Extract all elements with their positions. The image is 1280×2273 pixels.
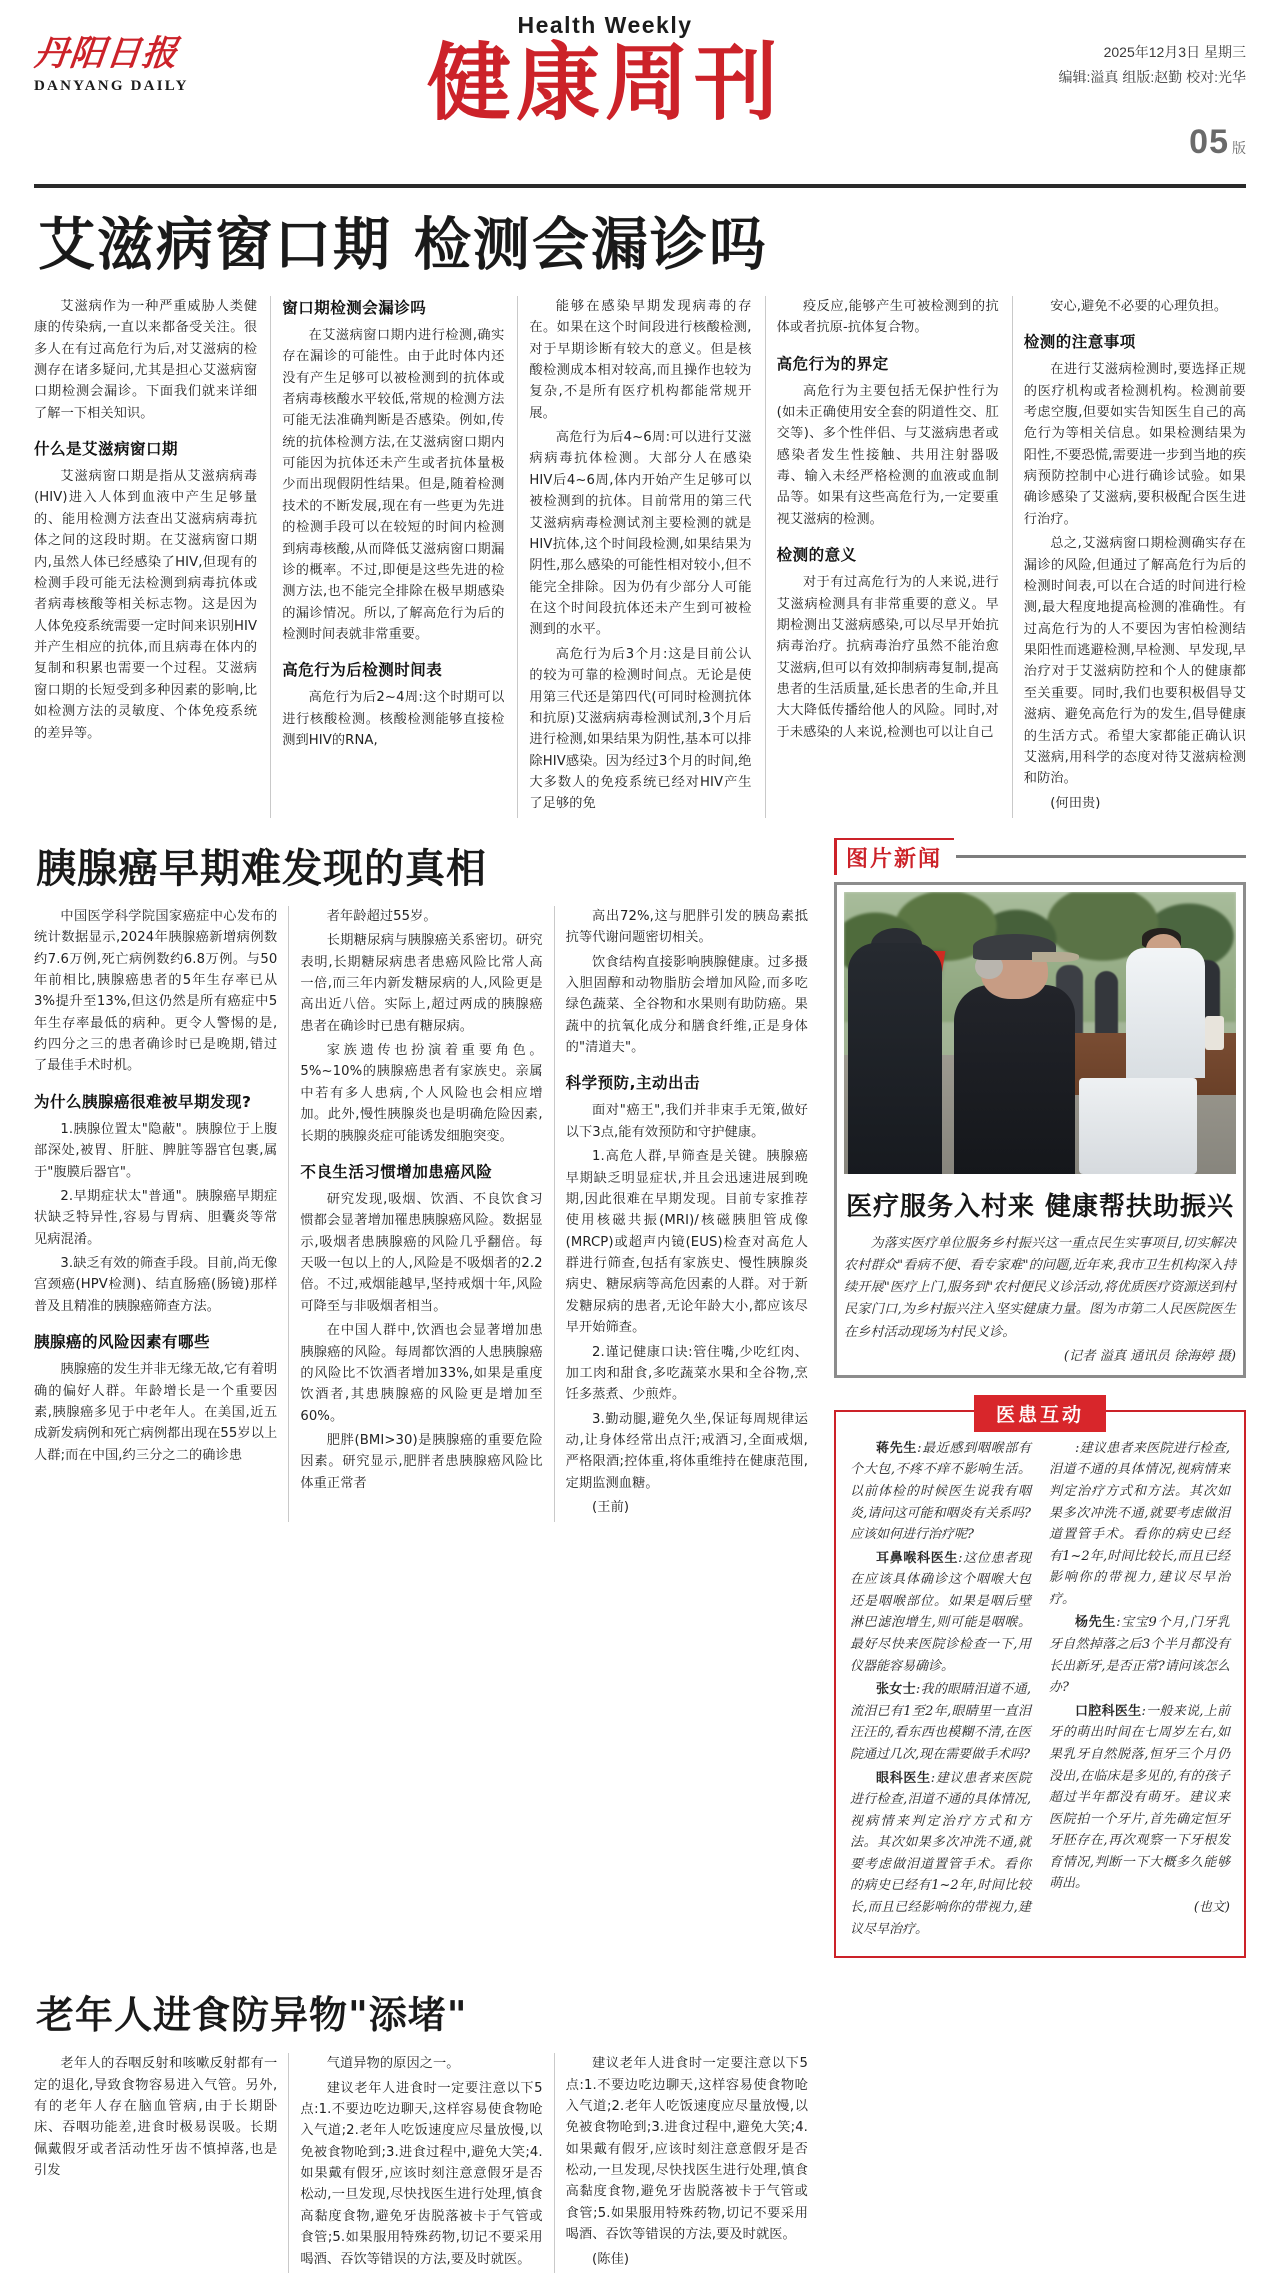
- photo-patient-body: [954, 985, 1076, 1174]
- article1-para-2: 在艾滋病窗口期内进行检测,确实存在漏诊的可能性。由于此时体内还没有产生足够可以被检测到的抗体或者病毒核酸水平较低,常规的检测方法可能无法准确判断是否感染。例如,传统的抗体检测方法,在艾滋病窗口期内可能因为抗体还未产生或者抗体量极少而出现假阴性结果。但是,随着检测技术的不断发展,现在有一些更为先进的检测手段可以在较短的时间内检测到病毒核酸,从而降低艾滋病窗口期漏诊的概率。不过,即便是这些先进的检测方法,也不能完全排除在极早期感染的漏诊情况。所以,了解高危行为后的检测时间表就非常重要。: [282, 327, 505, 643]
- qa-box-tag: 医患互动: [974, 1395, 1106, 1432]
- masthead: [31, 0, 1246, 176]
- qa-answer-2-overflow: :建议患者来医院进行检查,泪道不通的具体情况,视病情来判定治疗方式和方法。其次如果多次冲洗不通,就要考虑做泪道置管手术。看你的病史已经有1~2年,时间比较长,而且已经影响你的带视力,建议尽早治疗。: [1049, 1440, 1230, 1607]
- page-unit-label: 版: [1232, 140, 1246, 156]
- article2-subhead-3: 不良生活习惯增加患癌风险: [300, 1162, 493, 1181]
- article1-column-4: [765, 296, 999, 818]
- article2-para-4: 3.缺乏有效的筛查手段。目前,尚无像宫颈癌(HPV检测)、结直肠癌(肠镜)那样普及且精准的胰腺癌筛查方法。: [34, 1256, 278, 1314]
- article2-para-6: 者年龄超过55岁。: [326, 908, 437, 924]
- article2-subhead-2: 胰腺癌的风险因素有哪些: [34, 1333, 211, 1352]
- qa-question-2-text: :我的眼睛泪道不通,流泪已有1至2年,眼睛里一直泪汪汪的,看东西也模糊不清,在医院通过几次,现在需要做手术吗?: [850, 1682, 1031, 1762]
- article2-para-7: 长期糖尿病与胰腺癌关系密切。研究表明,长期糖尿病患者患癌风险比常人高一倍,而三年内新发糖尿病的人,风险更是高出近八倍。实际上,超过两成的胰腺癌患者在确诊时已患有糖尿病。: [300, 933, 543, 1034]
- qa-answer-2-cont: [1049, 1438, 1230, 1611]
- article1-subhead-6: 检测的注意事项: [1023, 333, 1136, 352]
- supplement-chinese-title: 健康周刊: [426, 33, 783, 132]
- photo-left-person-body: [848, 943, 942, 1174]
- article2-para-13: 饮食结构直接影响胰腺健康。过多摄入胆固醇和动物脂肪会增加风险,而多吃绿色蔬菜、全谷物和水果则有助防癌。果蔬中的抗氧化成分和膳食纤维,正是身体的"清道夫"。: [565, 954, 808, 1056]
- article1-para-11: 在进行艾滋病检测时,要选择正规的医疗机构或者检测机构。检测前要考虑空腹,但要如实告知医生自己的高危行为等相关信息。如果检测结果为阳性,不要恐慌,需要进一步到当地的疾病预防控制中心进行确诊试验。如果确诊感染了艾滋病,要积极配合医生进行治疗。: [1023, 362, 1246, 527]
- article1-column-2: [270, 296, 504, 818]
- qa-column-1: [850, 1438, 1031, 1942]
- article2-column-2: [288, 906, 542, 1522]
- article3-column-2: [288, 2053, 542, 2273]
- article1-lead: 艾滋病作为一种严重威胁人类健康的传染病,一直以来都备受关注。很多人在有过高危行为后,对艾滋病的检测存在诸多疑问,尤其是担心艾滋病窗口期检测会漏诊。下面我们就来详细了解一下相关知识。: [34, 298, 258, 421]
- article3-columns: [34, 2053, 808, 2273]
- photo-news-credit: (记者 溢真 通讯员 徐海婷 摄): [1063, 1348, 1236, 1364]
- article1-para-6: 高危行为后3个月:这是目前公认的较为可靠的检测时间点。无论是使用第三代还是第四代(可同时检测抗体和抗原)艾滋病病毒检测试剂,3个月后进行检测,如果结果为阴性,基本可以排除HIV感染。因为经过3个月的时间,绝大多数人的免疫系统已经对HIV产生了足够的免: [529, 646, 752, 812]
- staff-credits: 编辑:溢真 组版:赵勤 校对:光华: [1058, 68, 1246, 85]
- article2-subhead-1: 为什么胰腺癌很难被早期发现?: [34, 1092, 252, 1111]
- article1-subhead-3: 高危行为后检测时间表: [282, 661, 443, 680]
- article3-para-1: 老年人的吞咽反射和咳嗽反射都有一定的退化,导致食物容易进入气管。另外,有的老年人存在脑血管病,由于长期卧床、吞咽功能差,进食时极易误吸。长期佩戴假牙或者活动性牙齿不慎掉落,也是引发: [34, 2056, 278, 2179]
- photo-news-rule: [956, 855, 1246, 858]
- article1-subhead-2: 窗口期检测会漏诊吗: [282, 298, 427, 317]
- article2-para-9: 研究发现,吸烟、饮酒、不良饮食习惯都会显著增加罹患胰腺癌风险。数据显示,吸烟者患胰腺癌的风险几乎翻倍。每天吸一包以上的人,风险是不吸烟者的2.2倍。不过,戒烟能越早,坚持戒烟十年,风险可降至与非吸烟者相当。: [300, 1191, 543, 1314]
- article3-para-3: 建议老年人进食时一定要注意以下5点:1.不要边吃边聊天,这样容易使食物呛入气道;2.老年人吃饭速度应尽量放慢,以免被食物呛到;3.进食过程中,避免大笑;4.如果戴有假牙,应该时刻注意意假牙是否松动,一旦发现,尽快找医生进行处理,慎食高黏度食物,避免牙齿脱落被卡于气管或食管;5.如果服用特殊药物,切记不要采用喝酒、吞饮等错误的方法,要及时就医。: [300, 2080, 543, 2267]
- article1-para-4: 能够在感染早期发现病毒的存在。如果在这个时间段进行核酸检测,对于早期诊断有较大的意义。但是核酸检测成本相对较高,而且操作也较为复杂,不是所有医疗机构都能常规开展。: [529, 298, 752, 421]
- photo-news-caption: 为落实医疗单位服务乡村振兴这一重点民生实事项目,切实解决农村群众"看病不便、看专家难"的问题,近年来,我市卫生机构深入持续开展"医疗上门,服务到"农村便民义诊活动,将优质医疗资源送到村民家门口,为乡村振兴注入坚实健康力量。图为市第二人民医院医生在乡村活动现场为村民义诊。: [844, 1235, 1236, 1340]
- article3-headline: 老年人进食防异物"添堵": [36, 1993, 468, 2038]
- qa-answer-1-name: 耳鼻喉科医生: [876, 1550, 959, 1566]
- article3-column-1: [34, 2053, 277, 2273]
- article1-subhead-5: 检测的意义: [776, 546, 857, 565]
- article2-para-11: 肥胖(BMI>30)是胰腺癌的重要危险因素。研究显示,肥胖者患胰腺癌风险比体重正常者: [300, 1433, 543, 1491]
- article1-column-1: [34, 296, 257, 818]
- photo-news-tag: 图片新闻: [834, 838, 954, 875]
- page-number-block: [946, 113, 1246, 173]
- article2-subhead-4: 科学预防,主动出击: [565, 1074, 701, 1093]
- article2-headline: 胰腺癌早期难发现的真相: [36, 845, 487, 892]
- photo-news-title: 医疗服务入村来 健康帮扶助振兴: [845, 1191, 1235, 1222]
- qa-question-3-name: 杨先生: [1075, 1615, 1117, 1631]
- qa-answer-2-name: 眼科医生: [876, 1770, 931, 1786]
- masthead-divider: [34, 184, 1246, 188]
- qa-column-2: [1049, 1438, 1230, 1942]
- article2-para-10: 在中国人群中,饮酒也会显著增加患胰腺癌的风险。每周都饮酒的人患胰腺癌的风险比不饮酒者增加33%,如果是重度饮酒者,其患胰腺癌的风险更是增加至60%。: [300, 1323, 543, 1424]
- qa-question-1-text: :最近感到咽喉部有个大包,不疼不痒不影响生活。以前体检的时候医生说我有咽炎,请问这可能和咽炎有关系吗?应该如何进行治疗呢?: [850, 1440, 1031, 1543]
- article3-signature: (陈佳): [592, 2251, 630, 2267]
- article1-subhead-4: 高危行为的界定: [776, 354, 889, 373]
- photo-bottle: [1205, 1016, 1225, 1050]
- article1-columns: [34, 296, 1246, 818]
- article1-para-7: 疫反应,能够产生可被检测到的抗体或者抗原-抗体复合物。: [776, 298, 999, 336]
- article2: [34, 842, 808, 1958]
- village-medical-service-photo: [844, 892, 1236, 1174]
- qa-answer-1: [850, 1548, 1031, 1677]
- qa-answer-1-text: :这位患者现在应该具体确诊这个咽喉大包还是咽喉部位。如果是咽后壁淋巴滤泡增生,则可能是咽喉。最好尽快来医院诊检查一下,用仪器能容易确诊。: [850, 1550, 1031, 1674]
- article2-para-8: 家族遗传也扮演着重要角色。5%~10%的胰腺癌患者有家族史。亲属中若有多人患病,个人风险也会相应增加。此外,慢性胰腺炎也是明确危险因素,长期的胰腺炎症可能诱发细胞突变。: [300, 1043, 543, 1144]
- photo-news-frame: [834, 882, 1246, 1378]
- article2-columns: [34, 906, 808, 1522]
- qa-question-2: [850, 1679, 1031, 1765]
- qa-answer-3-text: :一般来说,上前牙的萌出时间在七周岁左右,如果乳牙自然脱落,恒牙三个月仍没出,在临床是多见的,有的孩子超过半年都没有萌牙。建议来医院拍一个牙片,首先确定恒牙牙胚存在,再次观察一下牙根发育情况,判断一下大概多久能够萌出。: [1049, 1703, 1230, 1892]
- masthead-center: [264, 0, 946, 132]
- qa-answer-3: [1049, 1701, 1230, 1895]
- qa-answer-2-text: :建议患者来医院进行检查,泪道不通的具体情况,视病情来判定治疗方式和方法。其次如果多次冲洗不通,就要考虑做泪道置管手术。看你的病史已经有1~2年,时间比较长,而且已经影响你的带视力,建议尽早治疗。: [850, 1770, 1031, 1937]
- article1-para-5: 高危行为后4~6周:可以进行艾滋病病毒抗体检测。大部分人在感染HIV后4~6周,体内开始产生足够可以被检测到的抗体。目前常用的第三代艾滋病病毒检测试剂主要检测的就是HIV抗体,这个时间段检测,如果结果为阴性,那么感染的可能性相对较小,但不能完全排除。因为仍有少部分人可能在这个时间段抗体还未产生到可被检测到的水平。: [529, 430, 752, 638]
- article2-para-1: 中国医学科学院国家癌症中心发布的统计数据显示,2024年胰腺癌新增病例数约7.6万例,死亡病例数约6.8万例。与50年前相比,胰腺癌患者的5年生存率已从3%提升至13%,但这仍然是所有癌症中5年生存率最低的病种。更令人警惕的是,约四分之三的患者确诊时已是晚期,错过了最佳手术时机。: [34, 908, 278, 1074]
- article2-column-3: [554, 906, 808, 1522]
- masthead-meta: [946, 0, 1246, 173]
- article3-para-3-cont: 建议老年人进食时一定要注意以下5点:1.不要边吃边聊天,这样容易使食物呛入气道;2.老年人吃饭速度应尽量放慢,以免被食物呛到;3.进食过程中,避免大笑;4.如果戴有假牙,应该时刻注意意假牙是否松动,一旦发现,尽快找医生进行处理,慎食高黏度食物,避免牙齿脱落被卡于气管或食管;5.如果服用特殊药物,切记不要采用喝酒、吞饮等错误的方法,要及时就医。: [565, 2056, 808, 2243]
- qa-question-1: [850, 1438, 1031, 1546]
- article2-para-2: 1.胰腺位置太"隐蔽"。胰腺位于上腹部深处,被胃、肝脏、脾脏等器官包裹,属于"腹膜后器官"。: [34, 1121, 278, 1180]
- photo-news-section: [834, 842, 1246, 1958]
- qa-question-2-name: 张女士: [876, 1682, 916, 1698]
- photo-patient-cap-brim: [1032, 952, 1079, 962]
- newspaper-logo: [31, 0, 264, 95]
- page-number: 05: [1189, 123, 1229, 161]
- publication-date: 2025年12月3日 星期三: [1103, 44, 1246, 60]
- logo-chinese-name: 丹阳日报: [31, 33, 181, 74]
- mid-section: [34, 842, 1246, 1958]
- qa-columns: [850, 1438, 1230, 1942]
- article1-subhead-1: 什么是艾滋病窗口期: [34, 440, 179, 459]
- qa-question-3-text: :宝宝9个月,门牙乳牙自然掉落之后3个半月都没有长出新牙,是否正常?请问该怎么办?: [1049, 1615, 1230, 1696]
- qa-answer-2: [850, 1768, 1031, 1941]
- article1-column-5: [1012, 296, 1246, 818]
- article1-para-9: 对于有过高危行为的人来说,进行艾滋病检测具有非常重要的意义。早期检测出艾滋病感染,可以尽早开始抗病毒治疗。抗病毒治疗虽然不能治愈艾滋病,但可以有效抑制病毒复制,提高患者的生活质量,延长患者的生命,并且大大降低传播给他人的风险。同时,对于未感染的人来说,检测也可以让自己: [776, 575, 999, 740]
- article3: [34, 1984, 808, 2273]
- qa-question-1-name: 蒋先生: [876, 1440, 918, 1456]
- photo-doctor-whitecoat: [1126, 948, 1204, 1078]
- article3-para-2: 气道异物的原因之一。: [326, 2056, 460, 2072]
- article1-para-8: 高危行为主要包括无保护性行为(如未正确使用安全套的阴道性交、肛交等)、多个性伴侣、与艾滋病患者或感染者发生性接触、共用注射器吸毒、输入未经严格检测的血液或血制品等。如果有这些高危行为,一定要重视艾滋病的检测。: [776, 383, 999, 527]
- article2-para-17: 3.勤动腿,避免久坐,保证每周规律运动,让身体经常出点汗;戒酒习,全面戒烟,严格限酒;控体重,将体重维持在健康范围,定期监测血糖。: [565, 1411, 808, 1491]
- article1-para-1: 艾滋病窗口期是指从艾滋病病毒(HIV)进入人体到血液中产生足够量的、能用检测方法查出艾滋病病毒抗体之间的这段时期。在艾滋病窗口期内,虽然人体已经感染了HIV,但现有的检测手段可能无法检测到病毒抗体或者病毒核酸等相关标志物。这是因为人体免疫系统需要一定时间来识别HIV并产生相应的抗体,而且病毒在体内的复制和积累也需要一个过程。艾滋病窗口期的长短受到多种因素的影响,比如检测方法的灵敏度、个体免疫系统的差异等。: [34, 469, 258, 741]
- article1-para-10: 安心,避免不必要的心理负担。: [1050, 298, 1228, 314]
- article2-para-12: 高出72%,这与肥胖引发的胰岛素抵抗等代谢问题密切相关。: [565, 908, 808, 946]
- article1-para-3: 高危行为后2~4周:这个时期可以进行核酸检测。核酸检测能够直接检测到HIV的RNA,: [282, 690, 505, 749]
- doctor-patient-qa-box: [834, 1403, 1246, 1958]
- article1-headline: 艾滋病窗口期 检测会漏诊吗: [38, 212, 768, 278]
- article1-signature: (何田贵): [1050, 795, 1101, 811]
- qa-answer-3-name: 口腔科医生: [1075, 1703, 1142, 1719]
- article2-para-3: 2.早期症状太"普通"。胰腺癌早期症状缺乏特异性,容易与胃病、胆囊炎等常见病混淆。: [34, 1188, 278, 1247]
- qa-signature: (也文): [1193, 1900, 1230, 1915]
- photo-equipment-box: [1079, 1078, 1197, 1174]
- photo-news-header: [834, 842, 1246, 872]
- article2-signature: (王前): [592, 1500, 630, 1516]
- article2-para-14: 面对"癌王",我们并非束手无策,做好以下3点,能有效预防和守护健康。: [565, 1103, 808, 1140]
- logo-english-name: DANYANG DAILY: [34, 78, 189, 94]
- article1-para-12: 总之,艾滋病窗口期检测确实存在漏诊的风险,但通过了解高危行为后的检测时间表,可以在合适的时间进行检测,最大程度地提高检测的准确性。有过高危行为的人不要因为害怕检测结果阳性而逃避检测,早检测、早发现,早治疗对于艾滋病防控和个人的健康都至关重要。同时,我们也要积极倡导艾滋病、避免高危行为的发生,倡导健康的生活方式。希望大家都能正确认识艾滋病,用科学的态度对待艾滋病检测和防治。: [1023, 536, 1246, 787]
- article2-para-5: 胰腺癌的发生并非无缘无故,它有着明确的偏好人群。年龄增长是一个重要因素,胰腺癌多见于中老年人。在美国,近五成新发病例和死亡病例都出现在55岁以上人群;而在中国,约三分之二的确诊患: [34, 1362, 278, 1463]
- article3-column-3: [554, 2053, 808, 2273]
- article2-para-16: 2.谨记健康口诀:管住嘴,少吃红肉、加工肉和甜食,多吃蔬菜水果和全谷物,烹饪多蒸煮、少煎炸。: [565, 1344, 808, 1403]
- article2-para-15: 1.高危人群,早筛查是关键。胰腺癌早期缺乏明显症状,并且会迅速进展到晚期,因此很难在早期发现。目前专家推荐使用核磁共振(MRI)/核磁胰胆管成像(MRCP)或超声内镜(EUS)检查对高危人群进行筛查,包括有家族史、慢性胰腺炎病史、糖尿病等高危因素的人群。对于新发糖尿病的患者,无论年龄大小,都应该尽早开始筛查。: [565, 1149, 808, 1336]
- article2-column-1: [34, 906, 277, 1522]
- article1-column-3: [517, 296, 751, 818]
- supplement-english-title: Health Weekly: [517, 12, 693, 38]
- qa-question-3: [1049, 1612, 1230, 1698]
